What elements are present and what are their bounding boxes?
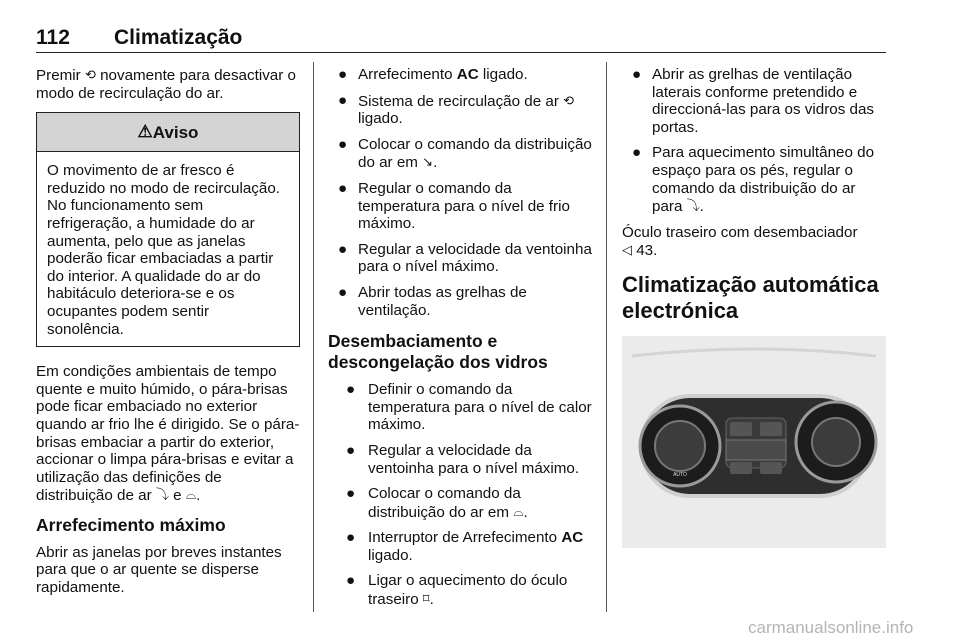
bullet: ● — [338, 135, 348, 153]
page-number: 112 — [36, 26, 70, 49]
car-recirculation-icon: ⟲ — [84, 67, 96, 82]
list-item: ● Abrir as grelhas de ventilação laterais conforme pretendido e direccioná-las para os vidros das portas. — [632, 66, 875, 136]
bullet: ● — [338, 240, 348, 258]
bullet: ● — [632, 144, 642, 162]
rear-window-heat-icon: ⌑ — [422, 591, 430, 607]
airflow-windshield-feet-icon: ⤵ — [686, 198, 700, 214]
list-item: ● Regular a velocidade da ventoinha para o nível máximo. — [338, 240, 592, 276]
max-cooling-steps — [328, 66, 596, 319]
page-header — [36, 26, 886, 53]
bullet: ● — [346, 485, 356, 503]
max-cooling-text: Abrir as janelas por breves instantes para que o ar quente se disperse rapidamente. — [36, 543, 282, 597]
defog-heading: Desembaciamento e descongelação dos vidros — [328, 331, 548, 373]
airflow-face-icon: ↘ — [422, 154, 434, 170]
windshield-defrost-icon: ⌓ — [185, 487, 197, 503]
bullet: ● — [338, 179, 348, 197]
defog-steps — [328, 381, 596, 609]
auto-climate-heading: Climatização automática electrónica — [622, 271, 879, 323]
list-item: ● Sistema de recirculação de ar ⟲ ligado. — [338, 91, 575, 128]
bullet: ● — [346, 381, 356, 399]
list-item: ● Regular o comando da temperatura para o nível de frio máximo. — [338, 179, 570, 233]
column-divider — [313, 62, 314, 612]
airflow-windshield-feet-icon: ⤵ — [155, 487, 169, 503]
defog-steps-continued — [622, 66, 888, 216]
windshield-defrost-icon: ⌓ — [513, 503, 524, 519]
section-title: Climatização — [114, 26, 243, 49]
list-item: ● Definir o comando da temperatura para o nível de calor máximo. — [346, 381, 592, 434]
rear-window-paragraph: Óculo traseiro com desembaciador ◁ 43. — [622, 223, 858, 260]
climate-control-panel-icon — [622, 336, 886, 548]
bullet: ● — [346, 572, 356, 590]
warning-header — [37, 113, 299, 152]
bullet: ● — [338, 66, 348, 83]
car-recirculation-icon: ⟲ — [563, 92, 575, 108]
warning-text: O movimento de ar fresco é reduzido no modo de recirculação. No funcionamento sem refrigeração, a humidade do ar aumenta, pelo que as janelas poderão ficar embaciadas a partir do interior. A qualidade do ar do habitáculo deteriora-se e os ocupantes podem sentir sonolência. — [47, 162, 281, 338]
bullet: ● — [346, 529, 356, 547]
column-divider — [606, 62, 607, 612]
intro-paragraph: Premir ⟲ novamente para desactivar o modo de recirculação do ar. — [36, 67, 296, 102]
column-3 — [622, 66, 888, 548]
page-reference-icon: ◁ — [622, 242, 632, 258]
list-item: ● Regular a velocidade da ventoinha para o nível máximo. — [346, 441, 580, 477]
list-item: ● Interruptor de Arrefecimento AC ligado. — [346, 529, 584, 564]
column-1 — [36, 66, 300, 607]
auto-label: AUTO — [673, 471, 687, 478]
list-item: ● Colocar o comando da distribuição do ar em ⌓. — [346, 485, 528, 521]
bullet: ● — [632, 66, 642, 83]
list-item: ● Abrir todas as grelhas de ventilação. — [338, 283, 527, 319]
bullet: ● — [346, 441, 356, 459]
bullet: ● — [338, 283, 348, 301]
max-cooling-heading: Arrefecimento máximo — [36, 514, 226, 535]
warning-title: Aviso — [152, 123, 199, 143]
list-item: ● Para aquecimento simultâneo do espaço para os pés, regular o comando da distribuição do ar para ⤵. — [632, 144, 875, 216]
bullet: ● — [338, 91, 348, 109]
warning-box — [36, 112, 300, 347]
list-item: ● Arrefecimento AC ligado. — [338, 66, 528, 83]
column-2 — [328, 66, 596, 617]
list-item: ● Ligar o aquecimento do óculo traseiro ⌑. — [346, 572, 568, 609]
page-reference: 43. — [636, 242, 658, 260]
warning-triangle-icon: ⚠ — [137, 122, 153, 142]
watermark: carmanualsonline.info — [748, 618, 914, 637]
humidity-paragraph: Em condições ambientais de tempo quente e muito húmido, o pára-brisas pode ficar embaciado no exterior quando ar frio lhe é dirigido. Se o pára-brisas embaciar a partir do exterior, accionar o limpa pára-brisas e evitar a utilização das definições de distribuição de ar ⤵ e ⌓. — [36, 363, 300, 505]
list-item: ● Colocar o comando da distribuição do ar em ↘. — [338, 135, 592, 172]
